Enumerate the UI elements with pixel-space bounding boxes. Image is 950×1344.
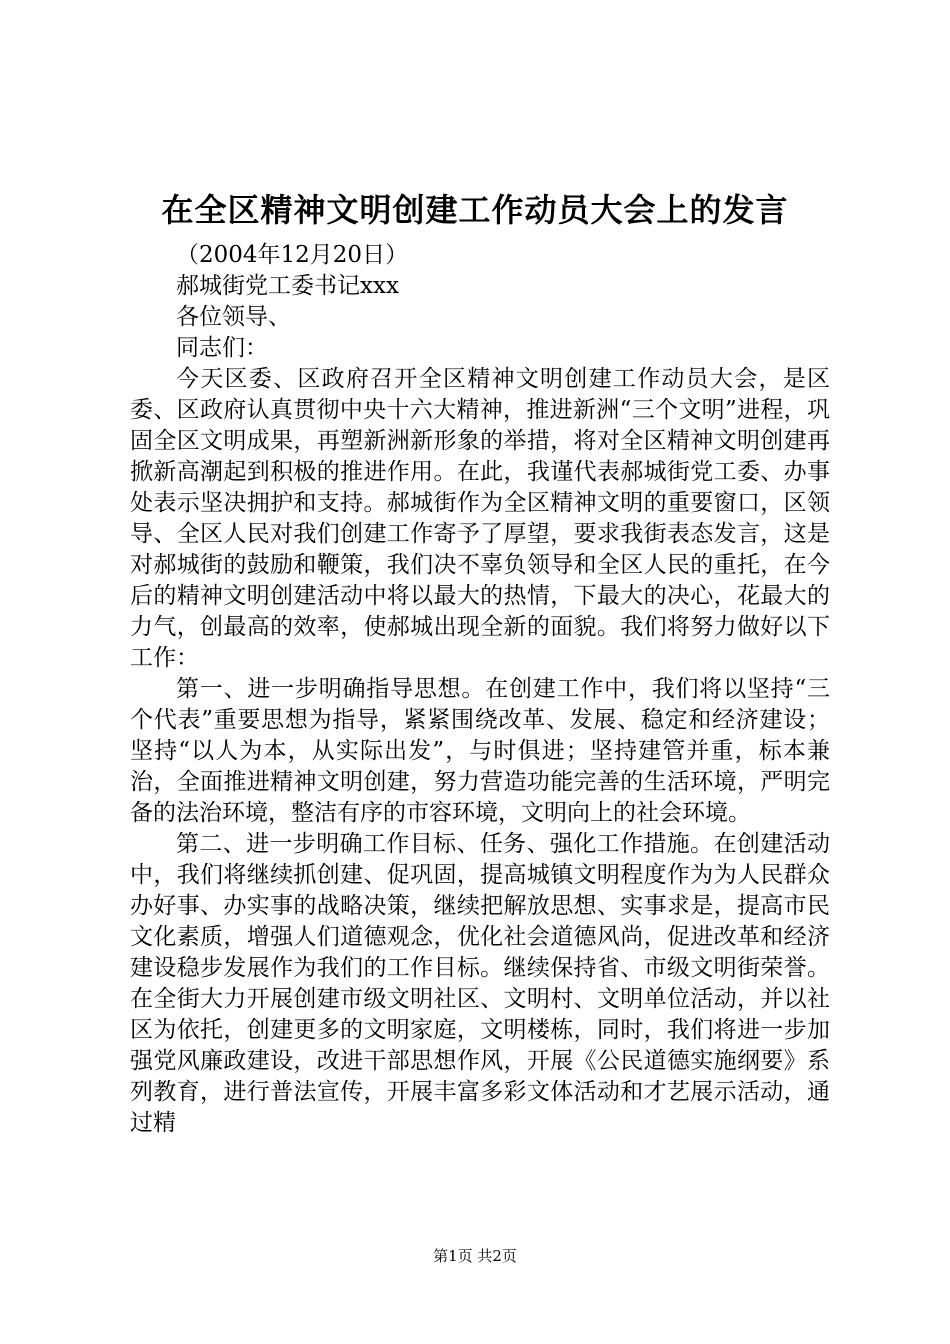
salutation-leaders: 各位领导、: [176, 304, 291, 330]
document-title: 在全区精神文明创建工作动员大会上的发言: [161, 191, 789, 229]
paragraph-first: 第一、进一步明确指导思想。在创建工作中，我们将以坚持“三个代表”重要思想为指导，紧紧围绕改革、发展、稳定和经济建设；坚持“以人为本，从实际出发”，与时俱进；坚持建管并重，标本兼治，全面推进精神文明创建，努力营造功能完善的生活环境，严明完备的法治环境，整洁有序的市容环境，文明向上的社会环境。: [130, 676, 830, 826]
speaker-line: 郝城街党工委书记xxx: [176, 273, 399, 299]
speech-date: （2004年12月20日）: [176, 242, 409, 268]
paragraph-second: 第二、进一步明确工作目标、任务、强化工作措施。在创建活动中，我们将继续抓创建、促巩固，提高城镇文明程度作为为人民群众办好事、办实事的战略决策，继续把解放思想、实事求是，提高市民文化素质，增强人们道德观念，优化社会道德风尚，促进改革和经济建设稳步发展作为我们的工作目标。继续保持省、市级文明街荣誉。在全街大力开展创建市级文明社区、文明村、文明单位活动，并以社区为依托，创建更多的文明家庭，文明楼栋，同时，我们将进一步加强党风廉政建设，改进干部思想作风，开展《公民道德实施纲要》系列教育，进行普法宣传，开展丰富多彩文体活动和才艺展示活动，通过精: [130, 831, 830, 1136]
paragraph-intro: 今天区委、区政府召开全区精神文明创建工作动员大会，是区委、区政府认真贯彻中央十六大精神，推进新洲“三个文明”进程，巩固全区文明成果，再塑新洲新形象的举措，将对全区精神文明创建再掀新高潮起到积极的推进作用。在此，我谨代表郝城街党工委、办事处表示坚决拥护和支持。郝城街作为全区精神文明的重要窗口，区领导、全区人民对我们创建工作寄予了厚望，要求我街表态发言，这是对郝城街的鼓励和鞭策，我们决不辜负领导和全区人民的重托，在今后的精神文明创建活动中将以最大的热情，下最大的决心，花最大的力气，创最高的效率，使郝城出现全新的面貌。我们将努力做好以下工作：: [130, 366, 830, 671]
page-footer: 第1页 共2页: [433, 1247, 517, 1265]
salutation-comrades: 同志们：: [176, 335, 268, 361]
document-body: [130, 180, 830, 1139]
